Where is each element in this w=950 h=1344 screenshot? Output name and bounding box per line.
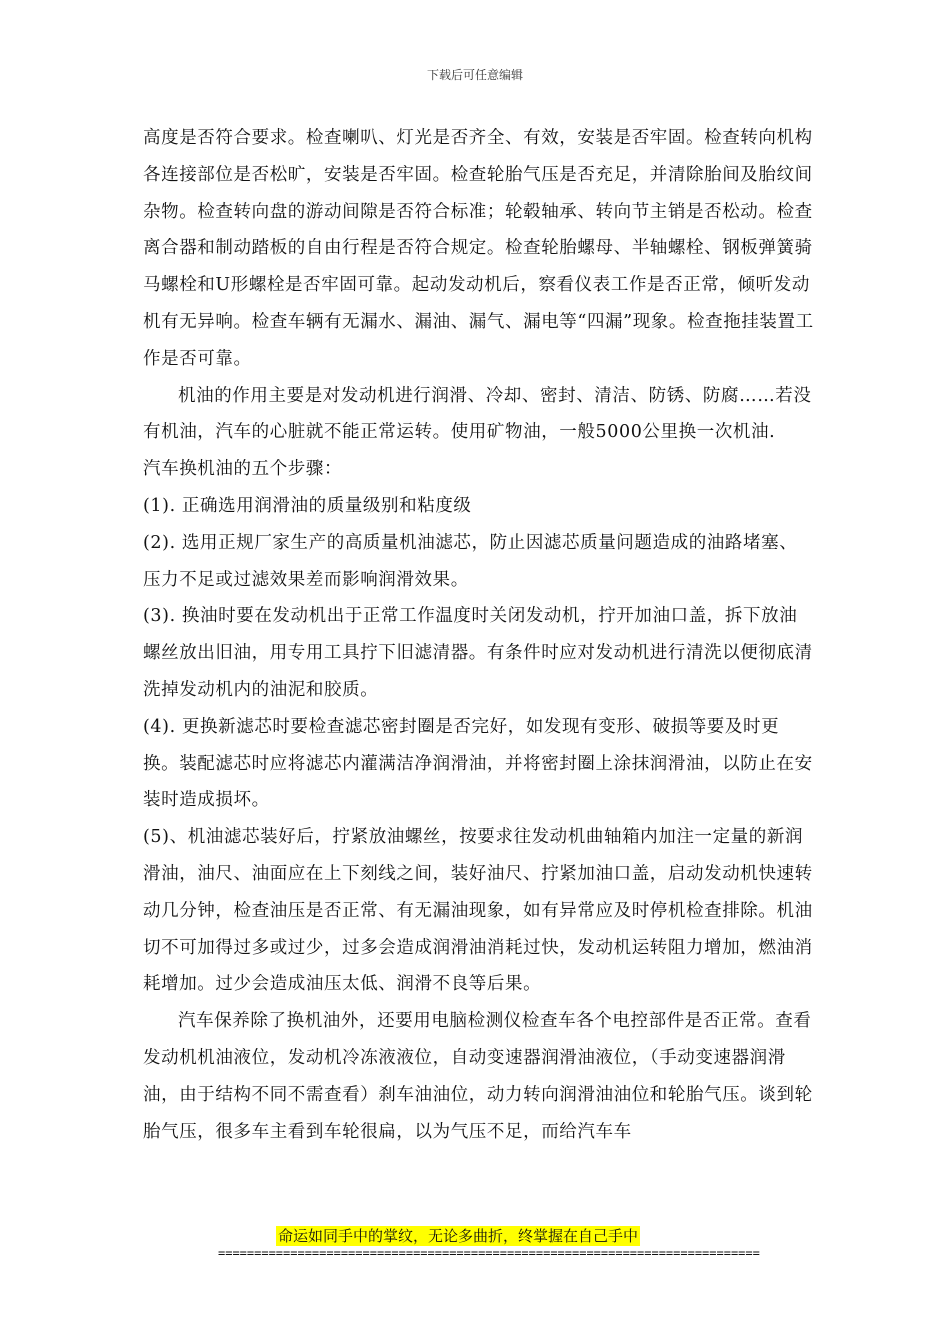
footer-divider: =========================================================================== [218,1246,760,1260]
paragraph-step-5: (5)、机油滤芯装好后，拧紧放油螺丝，按要求往发动机曲轴箱内加注一定量的新润滑油，油尺、油面应在上下刻线之间，装好油尺、拧紧加油口盖，启动发动机快速转动几分钟，检查油压是否正常、有无漏油现象，如有异常应及时停机检查排除。机油切不可加得过多或过少，过多会造成润滑油消耗过快，发动机运转阻力增加，燃油消耗增加。过少会造成油压太低、润滑不良等后果。 [143,827,813,995]
paragraph-step-2: (2). 选用正规厂家生产的高质量机油滤芯，防止因滤芯质量问题造成的油路堵塞、压力不足或过滤效果差而影响润滑效果。 [143,532,798,590]
footer-motto: 命运如同手中的掌纹，无论多曲折，终掌握在自己手中 [278,1227,639,1245]
document-body [143,120,815,1150]
paragraph-step-1: (1). 正确选用润滑油的质量级别和粘度级 [143,495,472,516]
paragraph-maintenance: 汽车保养除了换机油外，还要用电脑检测仪检查车各个电控部件是否正常。查看发动机机油液位，发动机冷冻液液位，自动变速器润滑油液位，（手动变速器润滑油，由于结构不同不需查看）刹车油油位，动力转向润滑油油位和轮胎气压。谈到轮胎气压，很多车主看到车轮很扁，以为气压不足，而给汽车车 [143,1011,813,1142]
paragraph-step-3: (3). 换油时要在发动机出于正常工作温度时关闭发动机，拧开加油口盖，拆下放油螺丝放出旧油，用专用工具拧下旧滤清器。有条件时应对发动机进行清洗以便彻底清洗掉发动机内的油泥和胶质。 [143,606,813,700]
paragraph-steps-heading: 汽车换机油的五个步骤： [143,459,343,480]
page-header-note: 下载后可任意编辑 [426,68,523,82]
paragraph-inspection: 高度是否符合要求。检查喇叭、灯光是否齐全、有效，安装是否牢固。检查转向机构各连接部位是否松旷，安装是否牢固。检查轮胎气压是否充足，并清除胎间及胎纹间杂物。检查转向盘的游动间隙是否符合标准；轮毂轴承、转向节主销是否松动。检查离合器和制动踏板的自由行程是否符合规定。检查轮胎螺母、半轴螺栓、钢板弹簧骑马螺栓和U形螺栓是否牢固可靠。起动发动机后，察看仪表工作是否正常，倾听发动机有无异响。检查车辆有无漏水、漏油、漏气、漏电等“四漏”现象。检查拖挂装置工作是否可靠。 [143,128,814,369]
paragraph-step-4: (4). 更换新滤芯时要检查滤芯密封圈是否完好，如发现有变形、破损等要及时更换。装配滤芯时应将滤芯内灌满洁净润滑油，并将密封圈上涂抹润滑油，以防止在安装时造成损坏。 [143,716,813,811]
paragraph-oil-function: 机油的作用主要是对发动机进行润滑、冷却、密封、清洁、防锈、防腐……若没有机油，汽车的心脏就不能正常运转。使用矿物油，一般5000公里换一次机油. [143,385,812,443]
